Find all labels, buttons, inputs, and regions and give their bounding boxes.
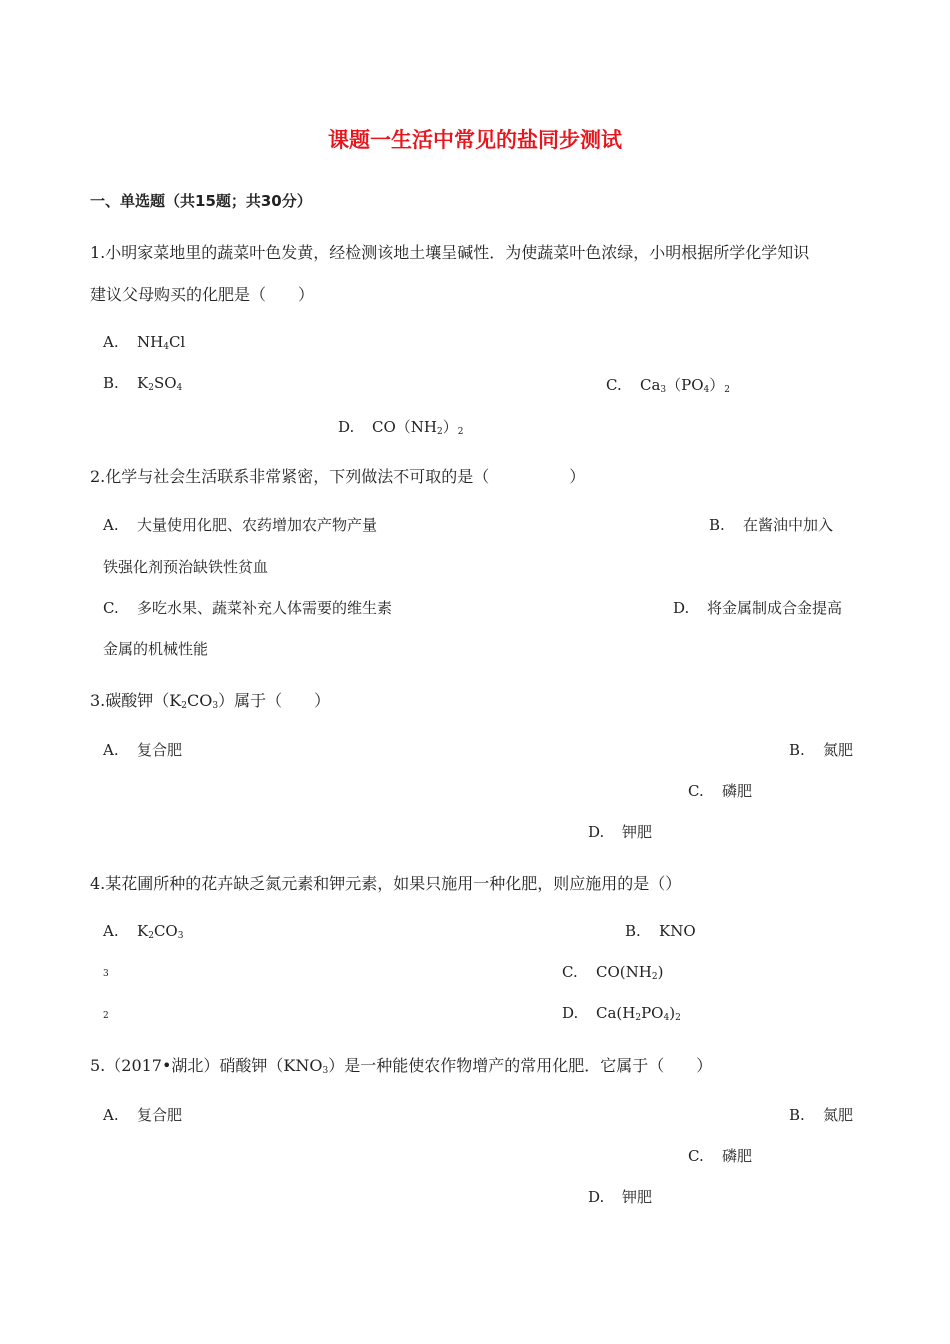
option-text: 大量使用化肥、农药增加农产物产量 <box>137 516 378 534</box>
formula-subscript: 2 <box>436 427 443 437</box>
formula-subscript: 2 <box>724 385 731 395</box>
formula-subscript: 2 <box>635 1013 642 1023</box>
question-3-option-d[interactable] <box>588 821 652 842</box>
question-2-option-b-continued: 铁强化剂预治缺铁性贫血 <box>103 558 269 576</box>
stem-part: CO <box>186 691 213 710</box>
question-1-option-c[interactable] <box>606 374 730 395</box>
formula-subscript: 2 <box>457 427 464 437</box>
formula-part: NH <box>137 333 164 351</box>
formula-part: K <box>137 374 149 392</box>
formula-part: PO <box>641 1004 664 1022</box>
formula-subscript: 2 <box>675 1013 681 1023</box>
question-4-option-d[interactable] <box>562 1004 681 1023</box>
option-label: A. <box>103 333 119 351</box>
question-5-option-b[interactable] <box>789 1104 853 1125</box>
question-1-option-b[interactable] <box>103 374 182 393</box>
option-label: B. <box>625 922 641 940</box>
option-text: 氮肥 <box>823 741 854 759</box>
formula-subscript: 4 <box>163 342 169 352</box>
question-2-option-d-continued: 金属的机械性能 <box>103 640 209 658</box>
question-1-option-d[interactable] <box>338 416 463 437</box>
formula-subscript: 3 <box>212 701 219 711</box>
option-label: A. <box>103 516 119 534</box>
question-5-option-c[interactable] <box>688 1145 752 1166</box>
formula-subscript: 2 <box>651 972 658 982</box>
formula-subscript: 2 <box>148 931 154 941</box>
stem-part: ）是一种能使农作物增产的常用化肥．它属于（ ） <box>328 1056 713 1075</box>
question-2-option-b[interactable] <box>709 514 833 535</box>
formula-part: ） <box>442 418 458 436</box>
option-text: 氮肥 <box>823 1106 854 1124</box>
question-2-stem: 2.化学与社会生活联系非常紧密，下列做法不可取的是（ ） <box>90 467 586 486</box>
option-label: C. <box>562 963 578 981</box>
document-title: 课题一生活中常见的盐同步测试 <box>328 128 622 152</box>
question-5-option-a[interactable] <box>103 1104 182 1125</box>
question-2-option-d[interactable] <box>673 597 842 618</box>
question-3-option-b[interactable] <box>789 739 853 760</box>
formula-subscript: 3 <box>322 1066 329 1076</box>
option-text: KNO <box>659 922 696 940</box>
option-label: C. <box>606 376 622 394</box>
section-heading: 一、单选题（共15题；共30分） <box>90 192 312 210</box>
option-text: 复合肥 <box>137 1106 183 1124</box>
formula-subscript: 2 <box>148 383 154 393</box>
formula-subscript: 4 <box>663 1013 670 1023</box>
formula-part: ) <box>657 963 664 981</box>
formula-part: CO(NH <box>596 963 652 981</box>
option-text: 磷肥 <box>722 782 753 800</box>
question-4-option-c-subscript-fragment: 2 <box>103 1011 109 1021</box>
formula-part: （PO <box>666 376 704 394</box>
option-label: A. <box>103 741 119 759</box>
question-4-option-b-subscript-fragment: 3 <box>103 969 109 979</box>
option-label: D. <box>588 1188 605 1206</box>
formula-part: ) <box>669 1004 676 1022</box>
formula-part: CO（NH <box>372 418 437 436</box>
question-1-line-1: 1.小明家菜地里的蔬菜叶色发黄，经检测该地土壤呈碱性．为使蔬菜叶色浓绿，小明根据所学化学知识 <box>90 243 810 262</box>
question-4-option-c[interactable] <box>562 963 663 982</box>
option-label: C. <box>688 782 704 800</box>
option-label: D. <box>338 418 355 436</box>
question-4-stem: 4.某花圃所种的花卉缺乏氮元素和钾元素，如果只施用一种化肥，则应施用的是（） <box>90 874 682 893</box>
option-label: B. <box>103 374 119 392</box>
formula-part: Ca <box>640 376 661 394</box>
stem-part: 5.（2017•湖北）硝酸钾（KNO <box>90 1056 323 1075</box>
option-text: 钾肥 <box>622 1188 653 1206</box>
option-label: A. <box>103 1106 119 1124</box>
option-text: 多吃水果、蔬菜补充人体需要的维生素 <box>137 599 393 617</box>
formula-part: ） <box>709 376 725 394</box>
question-3-option-c[interactable] <box>688 780 752 801</box>
option-label: D. <box>588 823 605 841</box>
question-4-option-b[interactable] <box>625 922 696 940</box>
question-3-option-a[interactable] <box>103 739 182 760</box>
question-4-option-a[interactable] <box>103 922 183 941</box>
question-1-option-a[interactable] <box>103 333 185 352</box>
option-label: B. <box>709 516 725 534</box>
question-5-stem <box>90 1053 712 1076</box>
formula-subscript: 4 <box>703 385 710 395</box>
formula-subscript: 3 <box>660 385 667 395</box>
stem-part: 3.碳酸钾（K <box>90 691 182 710</box>
question-2-option-c[interactable] <box>103 597 392 618</box>
option-label: C. <box>688 1147 704 1165</box>
question-2-option-a[interactable] <box>103 514 377 535</box>
formula-subscript: 3 <box>177 931 184 941</box>
question-1-line-2: 建议父母购买的化肥是（ ） <box>90 285 315 304</box>
option-text: 将金属制成合金提高 <box>707 599 843 617</box>
option-text: 复合肥 <box>137 741 183 759</box>
question-3-stem <box>90 688 330 711</box>
option-text: 在酱油中加入 <box>743 516 834 534</box>
option-text: 钾肥 <box>622 823 653 841</box>
question-5-option-d[interactable] <box>588 1186 652 1207</box>
formula-subscript: 2 <box>181 701 187 711</box>
option-label: D. <box>562 1004 579 1022</box>
formula-part: K <box>137 922 149 940</box>
formula-part: CO <box>153 922 178 940</box>
option-label: B. <box>789 1106 805 1124</box>
formula-subscript: 4 <box>176 383 183 393</box>
stem-part: ）属于（ ） <box>218 691 331 710</box>
option-label: C. <box>103 599 119 617</box>
option-label: D. <box>673 599 690 617</box>
option-label: B. <box>789 741 805 759</box>
option-text: 磷肥 <box>722 1147 753 1165</box>
option-label: A. <box>103 922 119 940</box>
formula-part: SO <box>153 374 177 392</box>
formula-part: Ca(H <box>596 1004 636 1022</box>
formula-part: Cl <box>168 333 186 351</box>
